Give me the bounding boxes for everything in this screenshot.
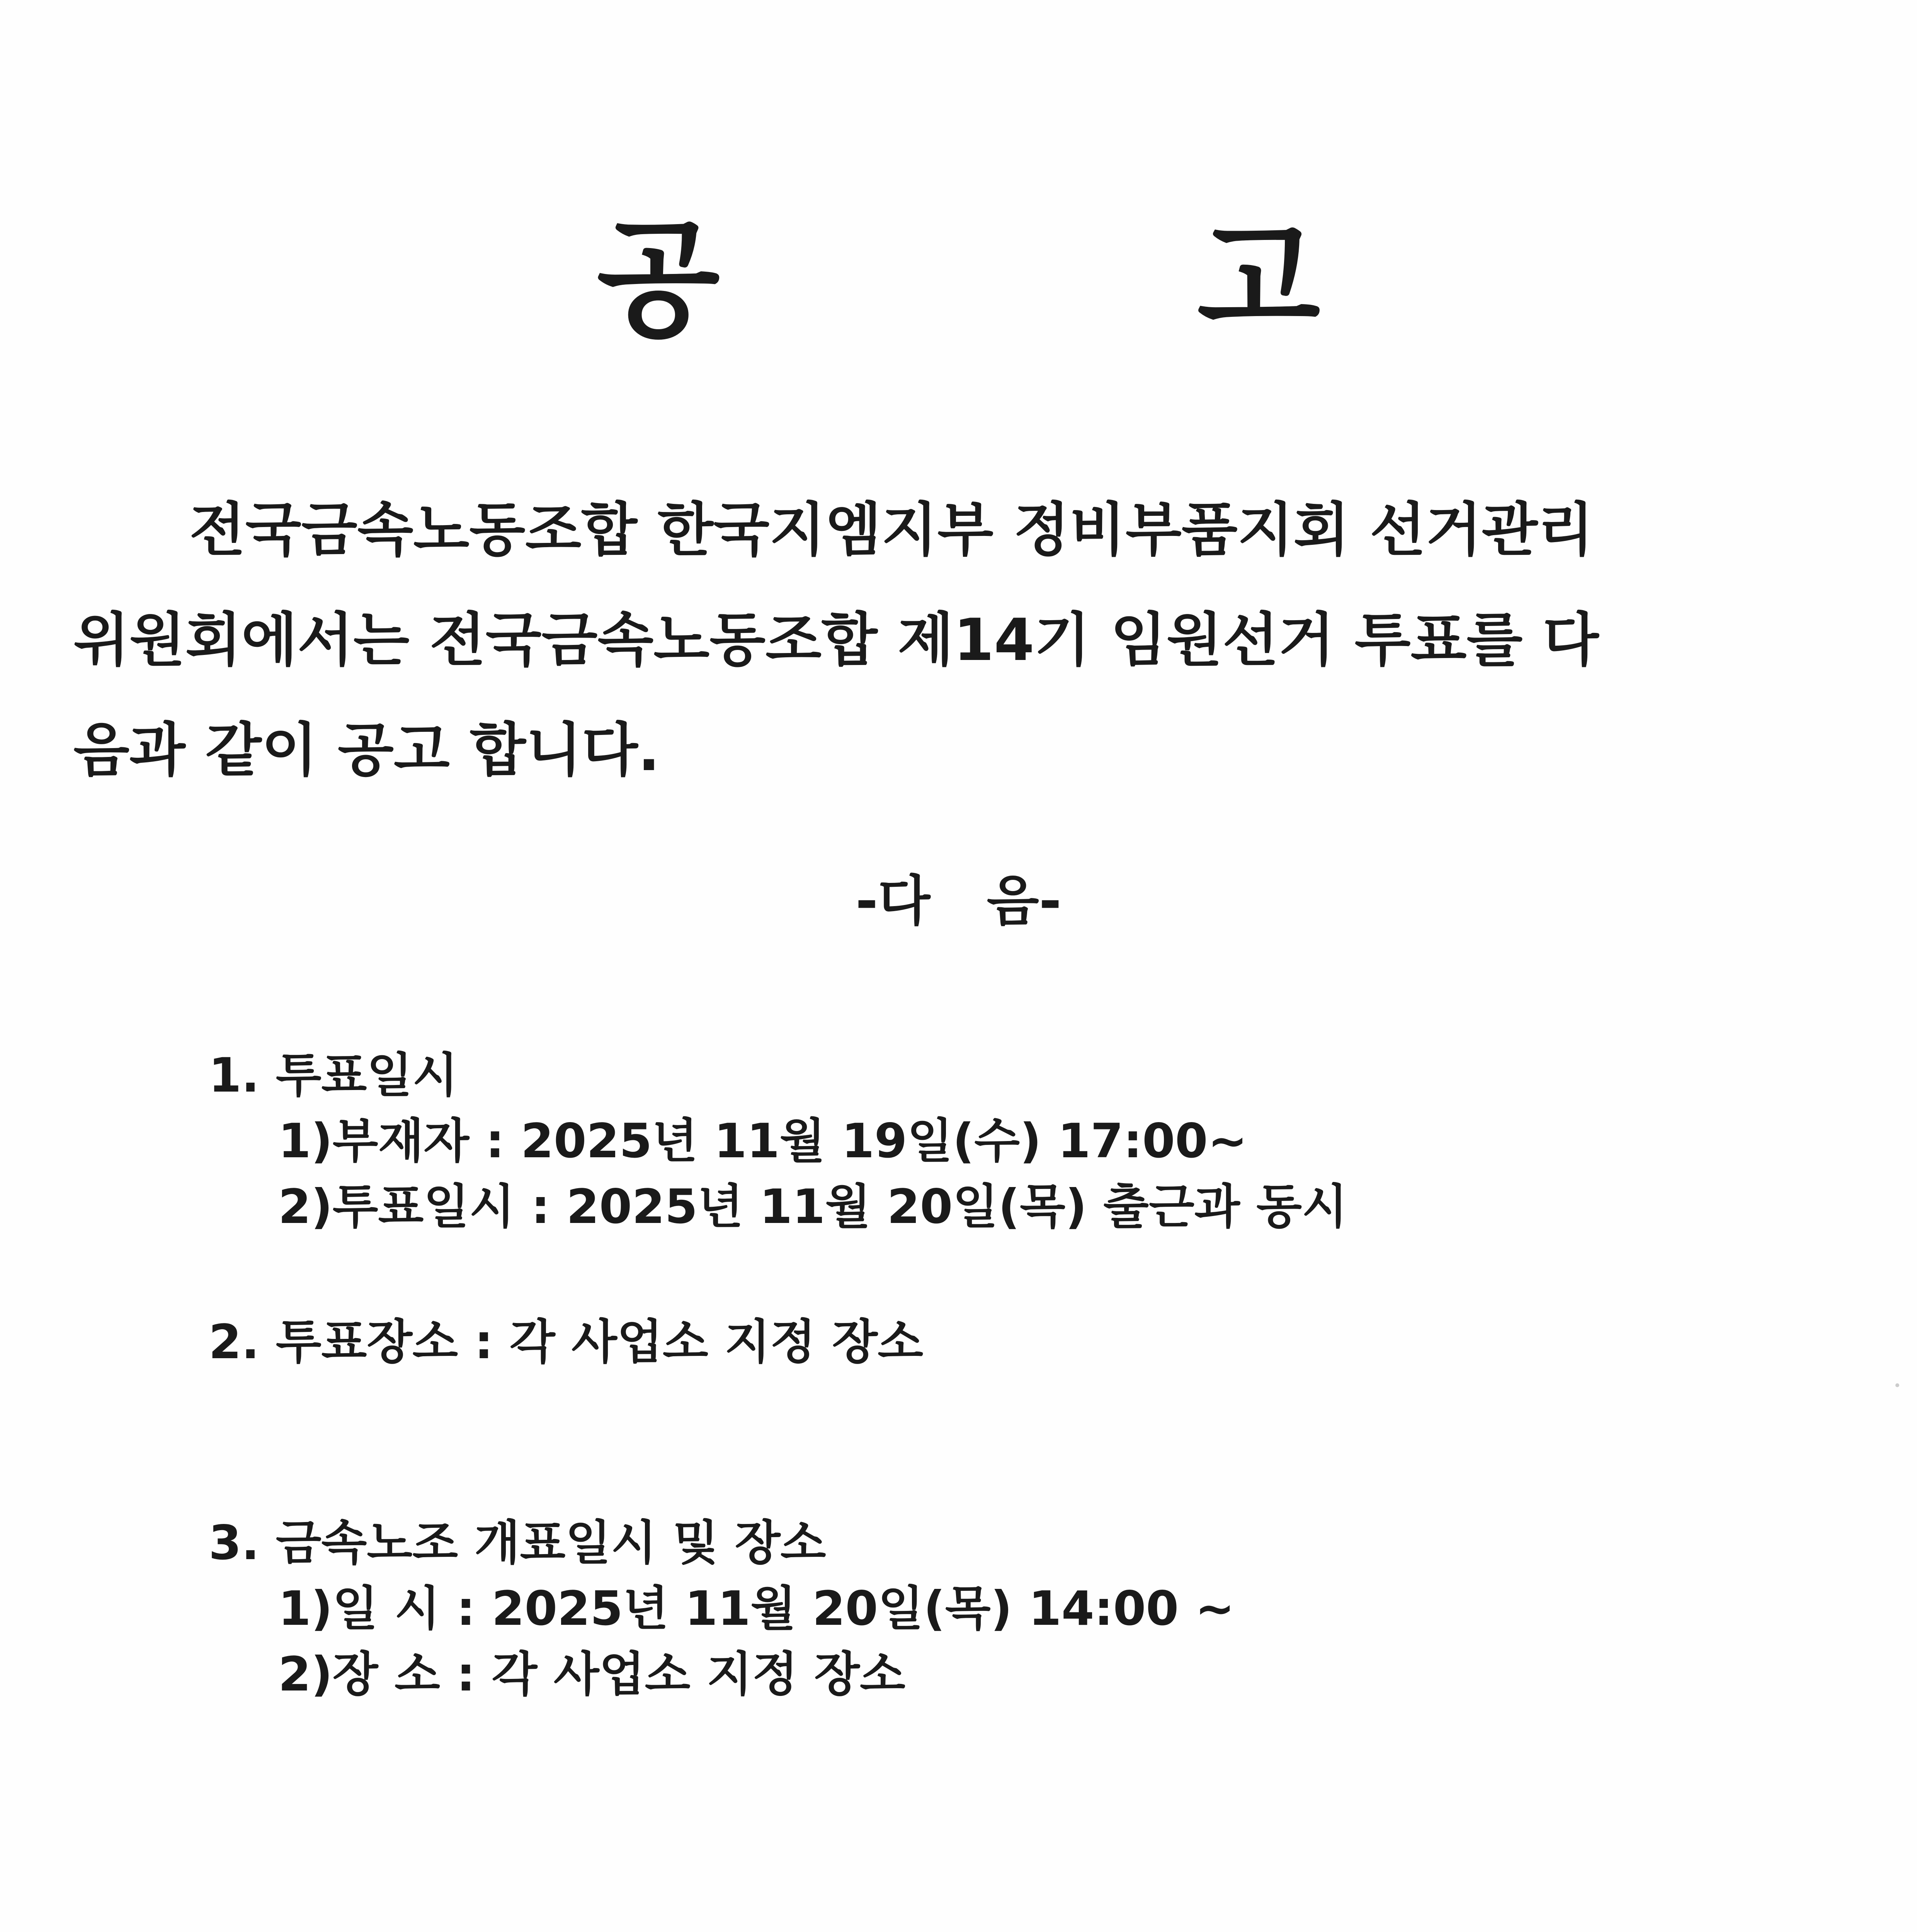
item-1-heading: 1. 투표일시	[209, 1048, 458, 1103]
document-title: 공 고	[597, 206, 1537, 354]
item-3-heading: 3. 금속노조 개표일시 및 장소	[209, 1515, 826, 1570]
intro-line-3: 음과 같이 공고 합니다.	[73, 717, 660, 784]
intro-line-1: 전국금속노동조합 한국지엠지부 정비부품지회 선거관리	[189, 497, 1594, 564]
item-2-heading: 2. 투표장소 : 각 사업소 지정 장소	[209, 1315, 924, 1369]
intro-paragraph	[73, 475, 1835, 806]
scan-speck	[1895, 1383, 1899, 1387]
item-1-sub-1: 1)부재자 : 2025년 11월 19일(수) 17:00~	[278, 1114, 1247, 1168]
intro-line-2: 위원회에서는 전국금속노동조합 제14기 임원선거 투표를 다	[73, 607, 1599, 674]
item-1-sub-2: 2)투표일시 : 2025년 11월 20일(목) 출근과 동시	[278, 1179, 1347, 1234]
item-3-sub-1: 1)일 시 : 2025년 11월 20일(목) 14:00 ~	[278, 1581, 1235, 1636]
item-3-sub-2: 2)장 소 : 각 사업소 지정 장소	[278, 1647, 905, 1702]
section-heading: -다 음-	[856, 870, 1061, 933]
